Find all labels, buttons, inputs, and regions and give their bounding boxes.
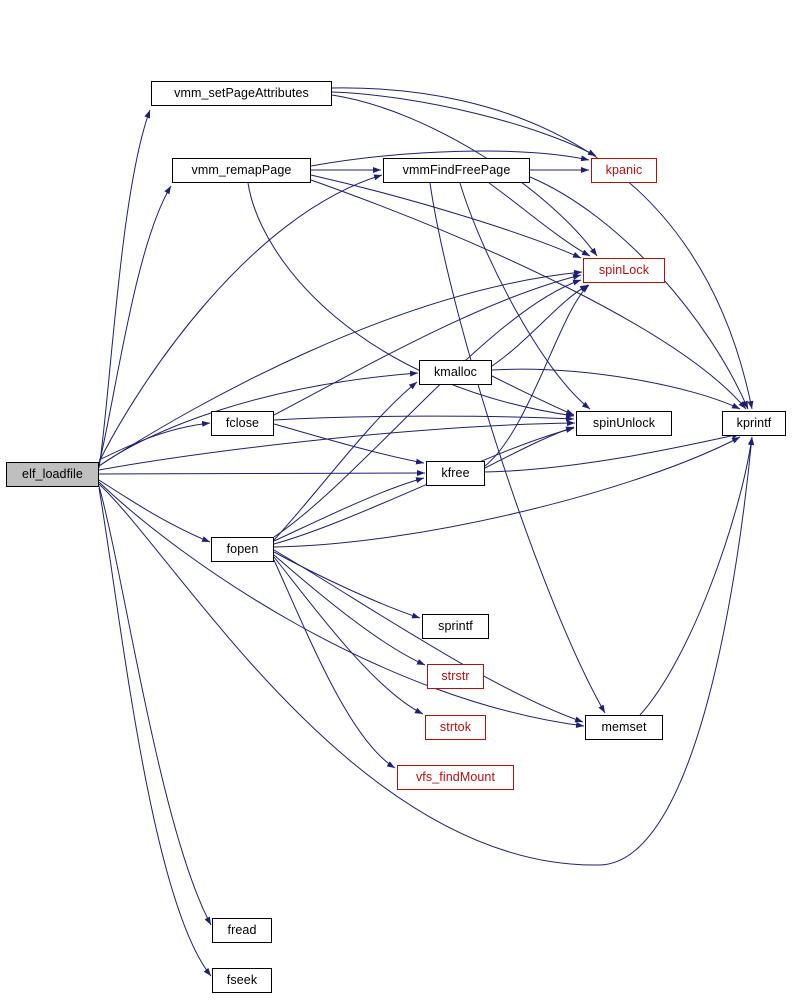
graph-node-kfree[interactable]: kfree [426, 461, 485, 486]
graph-node-memset[interactable]: memset [585, 715, 663, 740]
edge-fopen-to-strtok [274, 557, 423, 714]
graph-node-strtok[interactable]: strtok [425, 715, 486, 740]
edge-fopen-to-spinLock [274, 280, 581, 537]
graph-node-sprintf[interactable]: sprintf [422, 614, 489, 639]
edge-elf_loadfile-to-fread [99, 486, 211, 925]
edge-vmmFindFreePage-to-spinLock [489, 183, 590, 256]
graph-node-kpanic[interactable]: kpanic [591, 158, 657, 183]
graph-node-vmmFindFreePage[interactable]: vmmFindFreePage [383, 158, 530, 183]
edge-fclose-to-spinLock [274, 275, 581, 415]
edge-fclose-to-spinUnlock [274, 416, 574, 420]
edge-fopen-to-vfs_findMount [274, 560, 395, 768]
graph-node-fseek[interactable]: fseek [212, 968, 272, 993]
edge-kfree-to-spinUnlock [485, 427, 574, 468]
graph-node-vmm_remapPage[interactable]: vmm_remapPage [172, 158, 311, 183]
edge-fopen-to-kprintf [274, 437, 740, 547]
graph-node-spinUnlock[interactable]: spinUnlock [576, 411, 672, 436]
edge-elf_loadfile-to-kprintf [99, 437, 752, 865]
edge-elf_loadfile-to-fopen [99, 480, 210, 542]
edge-elf_loadfile-to-vmm_remapPage [99, 186, 171, 464]
graph-node-vfs_findMount[interactable]: vfs_findMount [397, 765, 514, 790]
edge-kmalloc-to-kprintf [492, 369, 740, 409]
edge-fclose-to-kfree [274, 424, 424, 463]
graph-node-elf_loadfile[interactable]: elf_loadfile [6, 462, 99, 487]
graph-node-spinLock[interactable]: spinLock [583, 258, 665, 283]
graph-node-fopen[interactable]: fopen [211, 537, 274, 562]
graph-node-fread[interactable]: fread [212, 918, 272, 943]
edge-vmmFindFreePage-to-kprintf [530, 177, 748, 409]
edge-fopen-to-kfree [274, 478, 424, 541]
edge-memset-to-kprintf [640, 437, 752, 715]
graph-node-vmm_setPageAttributes[interactable]: vmm_setPageAttributes [151, 81, 332, 106]
edge-elf_loadfile-to-kfree [99, 473, 425, 474]
graph-node-fclose[interactable]: fclose [211, 411, 274, 436]
graph-node-kprintf[interactable]: kprintf [722, 411, 786, 436]
edge-fopen-to-spinUnlock [274, 428, 574, 544]
edge-vmm_setPageAttributes-to-kprintf [332, 88, 752, 409]
edge-kfree-to-spinLock [485, 285, 589, 466]
edge-vmm_remapPage-to-kprintf [311, 180, 746, 409]
edge-fopen-to-kmalloc [274, 382, 417, 540]
edge-elf_loadfile-to-vmm_setPageAttributes [99, 110, 150, 468]
edge-elf_loadfile-to-fclose [99, 423, 210, 460]
edge-elf_loadfile-to-memset [99, 482, 584, 726]
edge-elf_loadfile-to-spinUnlock [99, 423, 575, 470]
edge-vmm_remapPage-to-spinLock [311, 175, 581, 258]
graph-node-kmalloc[interactable]: kmalloc [419, 360, 492, 385]
edge-kfree-to-kprintf [485, 434, 740, 472]
graph-node-strstr[interactable]: strstr [427, 664, 484, 689]
